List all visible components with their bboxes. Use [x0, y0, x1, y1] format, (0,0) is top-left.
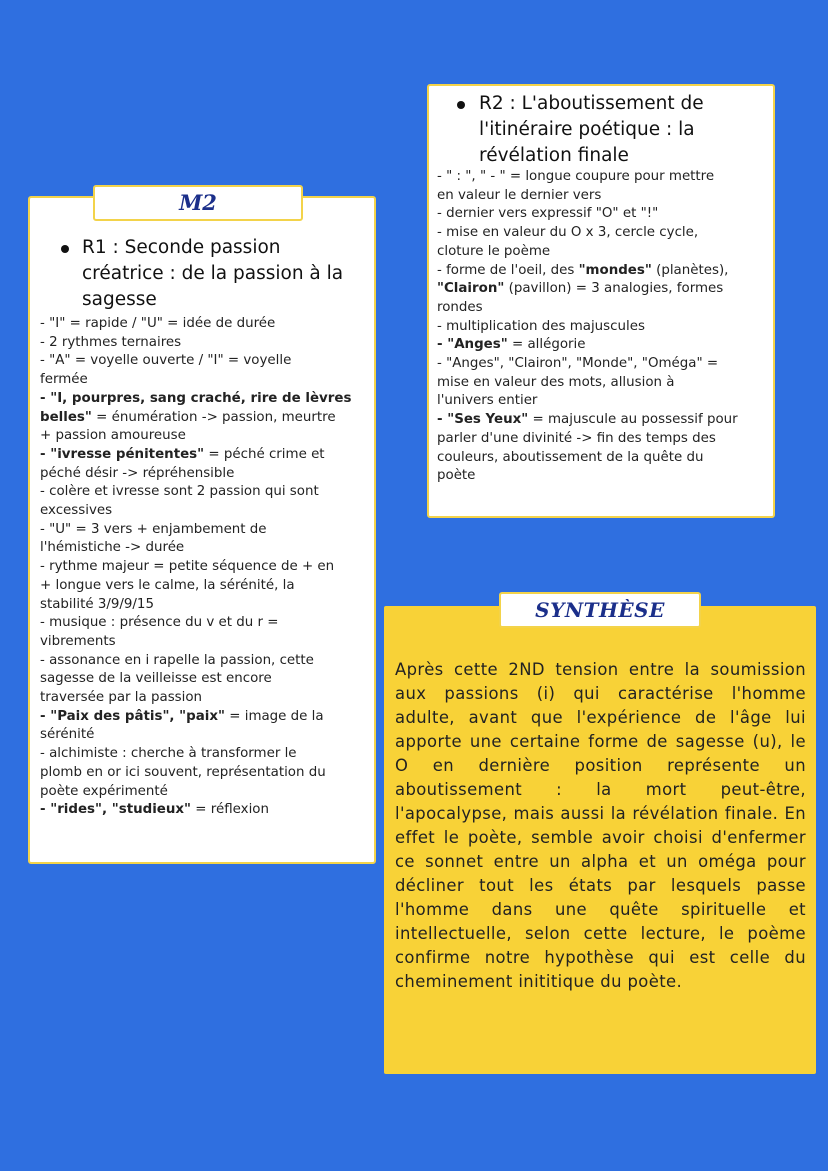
m2-line	[40, 352, 364, 371]
r2-line-text: en valeur le dernier vers	[437, 187, 602, 203]
m2-line	[40, 596, 364, 615]
m2-line-text: - colère et ivresse sont 2 passion qui sont	[40, 484, 319, 500]
m2-tag: M2	[93, 185, 303, 221]
m2-card	[28, 196, 376, 864]
r2-line	[437, 355, 765, 374]
r2-line	[437, 262, 765, 281]
r2-line-text: - "Ses Yeux"	[437, 412, 529, 428]
r2-line-text: - dernier vers expressif "O" et "!"	[437, 206, 659, 222]
m2-line	[40, 614, 364, 633]
r2-line-text: couleurs, aboutissement de la quête du	[437, 449, 704, 465]
r2-line-text: = majuscule au possessif pour	[528, 412, 738, 428]
r2-line	[437, 280, 765, 299]
r1-bullet-list	[40, 315, 364, 820]
m2-line-text: = image de la	[224, 708, 324, 724]
r2-line	[437, 449, 765, 468]
m2-line-text: = péché crime et	[204, 446, 325, 462]
m2-line-text: excessives	[40, 503, 113, 519]
m2-line	[40, 577, 364, 596]
m2-line-text: + passion amoureuse	[40, 428, 186, 444]
r2-line-text: - " : ", " - " = longue coupure pour mettre	[437, 169, 715, 184]
r2-line	[437, 187, 765, 206]
r2-line	[437, 430, 765, 449]
m2-line	[40, 446, 364, 465]
r2-line-text: - "Anges", "Clairon", "Monde", "Oméga" =	[437, 356, 719, 372]
r2-line	[437, 374, 765, 393]
m2-line	[40, 801, 364, 820]
m2-line-text: - 2 rythmes ternaires	[40, 334, 182, 350]
m2-line-text: - alchimiste : cherche à transformer le	[40, 746, 297, 762]
m2-line-text: - "rides", "studieux"	[40, 802, 192, 818]
m2-line	[40, 539, 364, 558]
m2-line-text: - rythme majeur = petite séquence de + en	[40, 559, 335, 575]
r2-line	[437, 299, 765, 318]
m2-line	[40, 726, 364, 745]
m2-line	[40, 783, 364, 802]
r2-line	[437, 411, 765, 430]
r2-line	[437, 168, 765, 187]
m2-line-text: - "Paix des pâtis", "paix"	[40, 708, 225, 724]
synthese-tag: SYNTHÈSE	[499, 592, 701, 628]
r2-heading	[437, 91, 765, 169]
r2-line-text: (pavillon) = 3 analogies, formes	[504, 281, 724, 297]
r2-line-text: - mise en valeur du O x 3, cercle cycle,	[437, 225, 699, 241]
r1-heading-line: R1 : Seconde passion	[82, 237, 281, 258]
m2-line	[40, 558, 364, 577]
m2-line-text: = énumération -> passion, meurtre	[91, 409, 336, 425]
r2-line-text: = allégorie	[507, 337, 586, 353]
m2-line	[40, 334, 364, 353]
r2-line-text: - "Anges"	[437, 337, 508, 353]
r2-line-text: - multiplication des majuscules	[437, 318, 645, 334]
r2-line	[437, 224, 765, 243]
m2-line	[40, 390, 364, 409]
m2-line-text: sérénité	[40, 727, 95, 743]
m2-line-text: sagesse de la veilleisse est encore	[40, 671, 272, 687]
m2-line-text: + longue vers le calme, la sérénité, la	[40, 577, 295, 593]
m2-line	[40, 633, 364, 652]
m2-line	[40, 409, 364, 428]
r2-line-text: rondes	[437, 299, 483, 315]
m2-line	[40, 465, 364, 484]
r2-line	[437, 243, 765, 262]
m2-line	[40, 708, 364, 727]
m2-line	[40, 652, 364, 671]
r2-line	[437, 318, 765, 337]
m2-line	[40, 764, 364, 783]
m2-line	[40, 689, 364, 708]
m2-line	[40, 670, 364, 689]
m2-line	[40, 371, 364, 390]
r2-line-text: cloture le poème	[437, 243, 551, 259]
m2-line	[40, 745, 364, 764]
r2-heading-line: l'itinéraire poétique : la	[479, 119, 695, 140]
m2-line	[40, 315, 364, 334]
r2-line-text: parler d'une divinité -> fin des temps des	[437, 430, 716, 446]
r2-line	[437, 336, 765, 355]
r2-heading-line: révélation finale	[479, 145, 629, 166]
m2-line-text: péché désir -> répréhensible	[40, 465, 235, 481]
m2-line-text: vibrements	[40, 633, 116, 649]
r2-line-text: poète	[437, 468, 476, 484]
r2-bullet-list	[437, 168, 765, 486]
m2-line	[40, 427, 364, 446]
r1-heading-line: créatrice : de la passion à la	[82, 263, 344, 284]
r2-line-text: l'univers entier	[437, 393, 538, 409]
m2-line	[40, 521, 364, 540]
r1-heading-line: sagesse	[82, 289, 157, 310]
m2-line-text: l'hémistiche -> durée	[40, 540, 185, 556]
r2-line-text: (planètes),	[651, 262, 729, 278]
m2-line	[40, 483, 364, 502]
m2-line-text: belles"	[40, 409, 92, 425]
r2-line-text: "mondes"	[578, 262, 652, 278]
r2-line	[437, 467, 765, 486]
m2-line-text: fermée	[40, 372, 88, 388]
m2-line-text: - "I, pourpres, sang craché, rire de lèvres	[40, 390, 352, 406]
r2-line-text: - forme de l'oeil, des	[437, 262, 579, 278]
synthese-text: Après cette 2ND tension entre la soumission aux passions (i) qui caractérise l'homme adulte, avant que l'expérience de l'âge lui apporte une certaine forme de sagesse (u), le O en dernière position représente un aboutissement : la mort peut-être, l'apocalypse, mais aussi la révélation finale. En effet le poète, semble avoir choisi d'enfermer ce sonnet entre un alpha et un oméga pour décliner tout les états par lesquels passe l'homme dans une quête spirituelle et intellectuelle, selon cette lecture, le poème confirme notre hypothèse qui est celle du cheminement inititique du poète.	[395, 660, 806, 991]
m2-line-text: = réflexion	[191, 802, 269, 818]
r2-line	[437, 392, 765, 411]
r2-line-text: mise en valeur des mots, allusion à	[437, 374, 675, 390]
m2-line-text: stabilité 3/9/9/15	[40, 596, 154, 612]
m2-line	[40, 502, 364, 521]
m2-line-text: - musique : présence du v et du r =	[40, 615, 279, 631]
r1-heading	[40, 235, 364, 313]
r2-heading-line: R2 : L'aboutissement de	[479, 93, 704, 114]
m2-line-text: - "U" = 3 vers + enjambement de	[40, 521, 267, 537]
m2-line-text: traversée par la passion	[40, 690, 203, 706]
m2-line-text: plomb en or ici souvent, représentation du	[40, 764, 326, 780]
r2-line	[437, 205, 765, 224]
synthese-box	[384, 606, 816, 1074]
m2-line-text: - "A" = voyelle ouverte / "I" = voyelle	[40, 353, 292, 369]
r2-line-text: "Clairon"	[437, 281, 505, 297]
m2-line-text: - assonance en i rapelle la passion, cette	[40, 652, 314, 668]
m2-line-text: - "ivresse pénitentes"	[40, 446, 205, 462]
r2-card	[427, 84, 775, 518]
m2-line-text: - "I" = rapide / "U" = idée de durée	[40, 316, 276, 331]
m2-line-text: poète expérimenté	[40, 783, 168, 799]
